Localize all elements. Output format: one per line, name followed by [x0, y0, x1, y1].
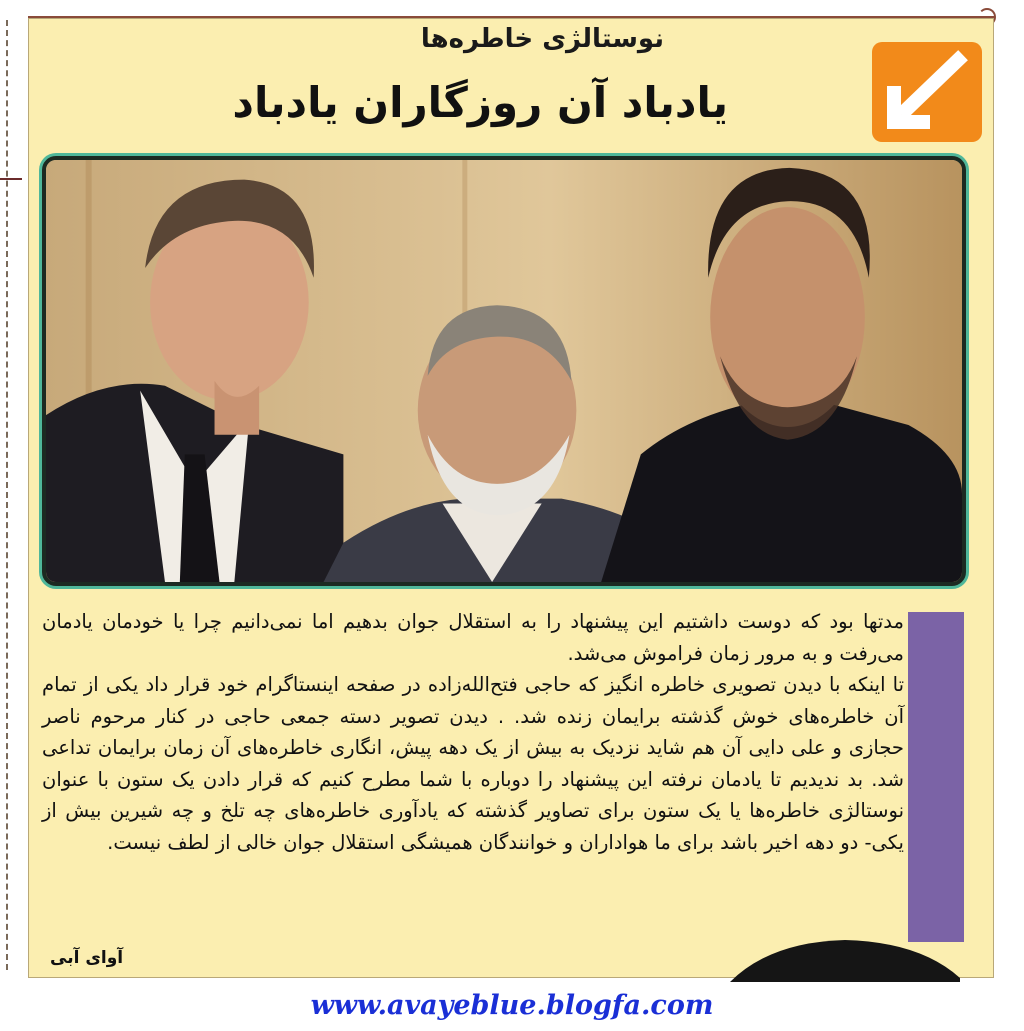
arrow-down-left-icon: [872, 42, 982, 142]
next-photo-fragment: [730, 938, 960, 982]
photo-of-three-men: [46, 160, 962, 582]
article-signature: آوای آبی: [50, 948, 124, 968]
article-kicker: نوستالژی خاطره‌ها: [420, 24, 664, 54]
site-watermark: www.avayeblue.blogfa.com: [310, 990, 714, 1021]
article-headline: یادباد آن روزگاران یادباد: [232, 78, 728, 127]
left-edge-mark: [0, 178, 22, 180]
article-paragraph: مدتها بود که دوست داشتیم این پیشنهاد را به استقلال جوان بدهیم اما نمی‌دانیم چرا یا خودمان یادمان می‌رفت و به مرور زمان فراموش می‌شد.: [42, 610, 904, 665]
article-body: [42, 606, 904, 858]
dashed-cut-line: [6, 20, 8, 970]
decorative-side-bar: [908, 612, 964, 942]
article-paragraph: تا اینکه با دیدن تصویری خاطره انگیز که حاجی فتح‌الله‌زاده در صفحه اینستاگرام خود قرار داد یکی از تمام آن خاطره‌های خوش گذشته برایمان زنده شد. . دیدن تصویر دسته جمعی حاجی در کنار مرحوم ناصر حجازی و علی دایی آن هم شاید نزدیک به بیش از یک دهه پیش، انگاری خاطره‌های آن زمان برایمان تداعی شد. بد ندیدیم تا یادمان نرفته این پیشنهاد را دوباره با شما مطرح کنیم که قرار دادن یک ستون با عنوان نوستالژی خاطره‌ها یا یک ستون برای تصاویر گذشته که یادآوری خاطره‌های چه تلخ و چه شیرین بیش از یکی- دو دهه اخیر باشد برای ما هواداران و خوانندگان همیشگی استقلال جوان خالی از لطف نیست.: [42, 673, 904, 854]
arrow-glyph: [872, 42, 982, 142]
article-photo: [42, 156, 966, 586]
hair-fragment: [730, 938, 960, 982]
